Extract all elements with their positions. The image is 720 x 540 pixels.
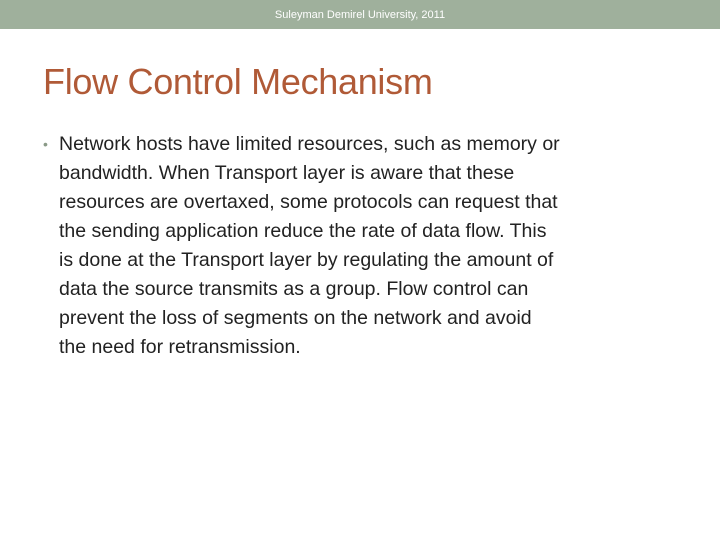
bullet-text-line: Network hosts have limited resources, such as memory or xyxy=(59,133,560,155)
bullet-text-line: prevent the loss of segments on the network and avoid xyxy=(59,307,532,329)
bullet-text-line: data the source transmits as a group. Flow control can xyxy=(59,278,529,300)
header-text: Suleyman Demirel University, 2011 xyxy=(274,9,446,21)
bullet-list xyxy=(43,130,683,362)
bullet-text-line: bandwidth. When Transport layer is aware that these xyxy=(59,162,515,184)
slide-title: Flow Control Mechanism xyxy=(43,61,433,102)
bullet-text-line: the sending application reduce the rate of data flow. This xyxy=(59,220,547,242)
bullet-dot-icon: • xyxy=(43,136,48,152)
bullet-text-line: is done at the Transport layer by regulating the amount of xyxy=(59,249,554,271)
bullet-item xyxy=(43,130,683,362)
bullet-text-line: the need for retransmission. xyxy=(59,336,301,358)
bullet-text-line: resources are overtaxed, some protocols can request that xyxy=(59,191,558,213)
